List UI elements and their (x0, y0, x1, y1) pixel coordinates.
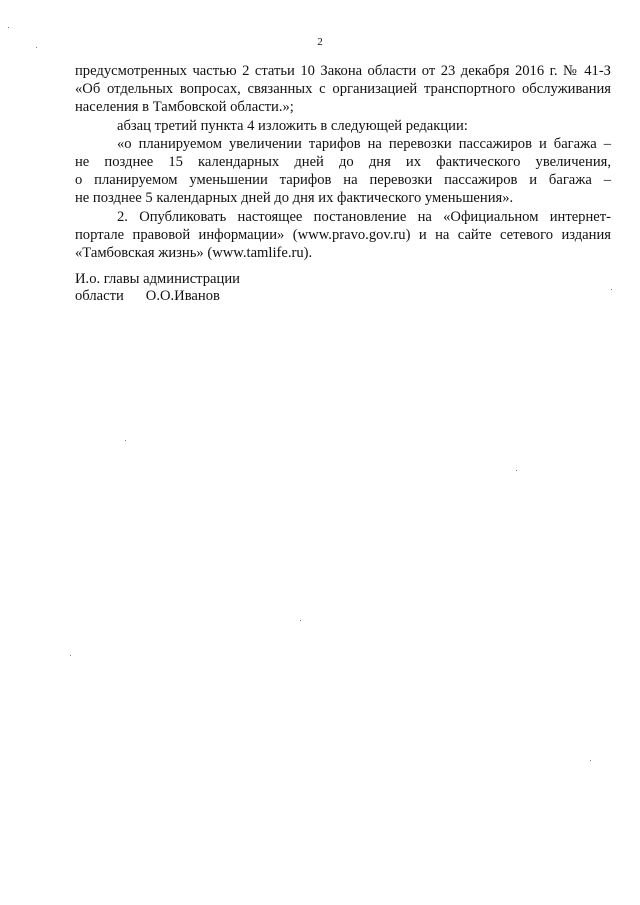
paragraph-1-line-2: «Об отдельных вопросах, связанных с организацией транспортного обслуживания (75, 81, 611, 98)
scan-speck (516, 470, 517, 471)
signature-name: О.О.Иванов (145, 288, 220, 304)
scan-speck (8, 27, 9, 28)
signature-title: И.о. главы администрации (75, 271, 240, 287)
scan-speck (70, 655, 71, 656)
scan-speck (611, 289, 612, 290)
paragraph-4-line-2: портале правовой информации» (www.pravo.gov.ru) и на сайте сетевого издания (75, 226, 611, 243)
signature-block (75, 271, 240, 305)
paragraph-2: абзац третий пункта 4 изложить в следующей редакции: (117, 117, 468, 134)
scan-speck (300, 620, 301, 621)
document-body (75, 62, 611, 262)
scan-speck (36, 47, 37, 48)
scan-speck (125, 440, 126, 441)
paragraph-3-line-2: не позднее 15 календарных дней до дня их фактического увеличения, (75, 154, 611, 171)
page-number: 2 (317, 36, 323, 48)
paragraph-4-line-3: «Тамбовская жизнь» (www.tamlife.ru). (75, 245, 313, 262)
scan-speck (590, 760, 591, 761)
signature-line (75, 288, 240, 305)
paragraph-3-line-1: «о планируемом увеличении тарифов на перевозки пассажиров и багажа – (117, 135, 611, 152)
paragraph-4-line-1: 2. Опубликовать настоящее постановление на «Официальном интернет- (117, 208, 611, 225)
paragraph-3-line-3: о планируемом уменьшении тарифов на перевозки пассажиров и багажа – (75, 172, 611, 189)
paragraph-1-line-3: населения в Тамбовской области.»; (75, 99, 294, 116)
signature-region: области (75, 288, 124, 304)
paragraph-3-line-4: не позднее 5 календарных дней до дня их фактического уменьшения». (75, 190, 514, 207)
paragraph-1-line-1: предусмотренных частью 2 статьи 10 Закона области от 23 декабря 2016 г. № 41-З (75, 63, 611, 79)
